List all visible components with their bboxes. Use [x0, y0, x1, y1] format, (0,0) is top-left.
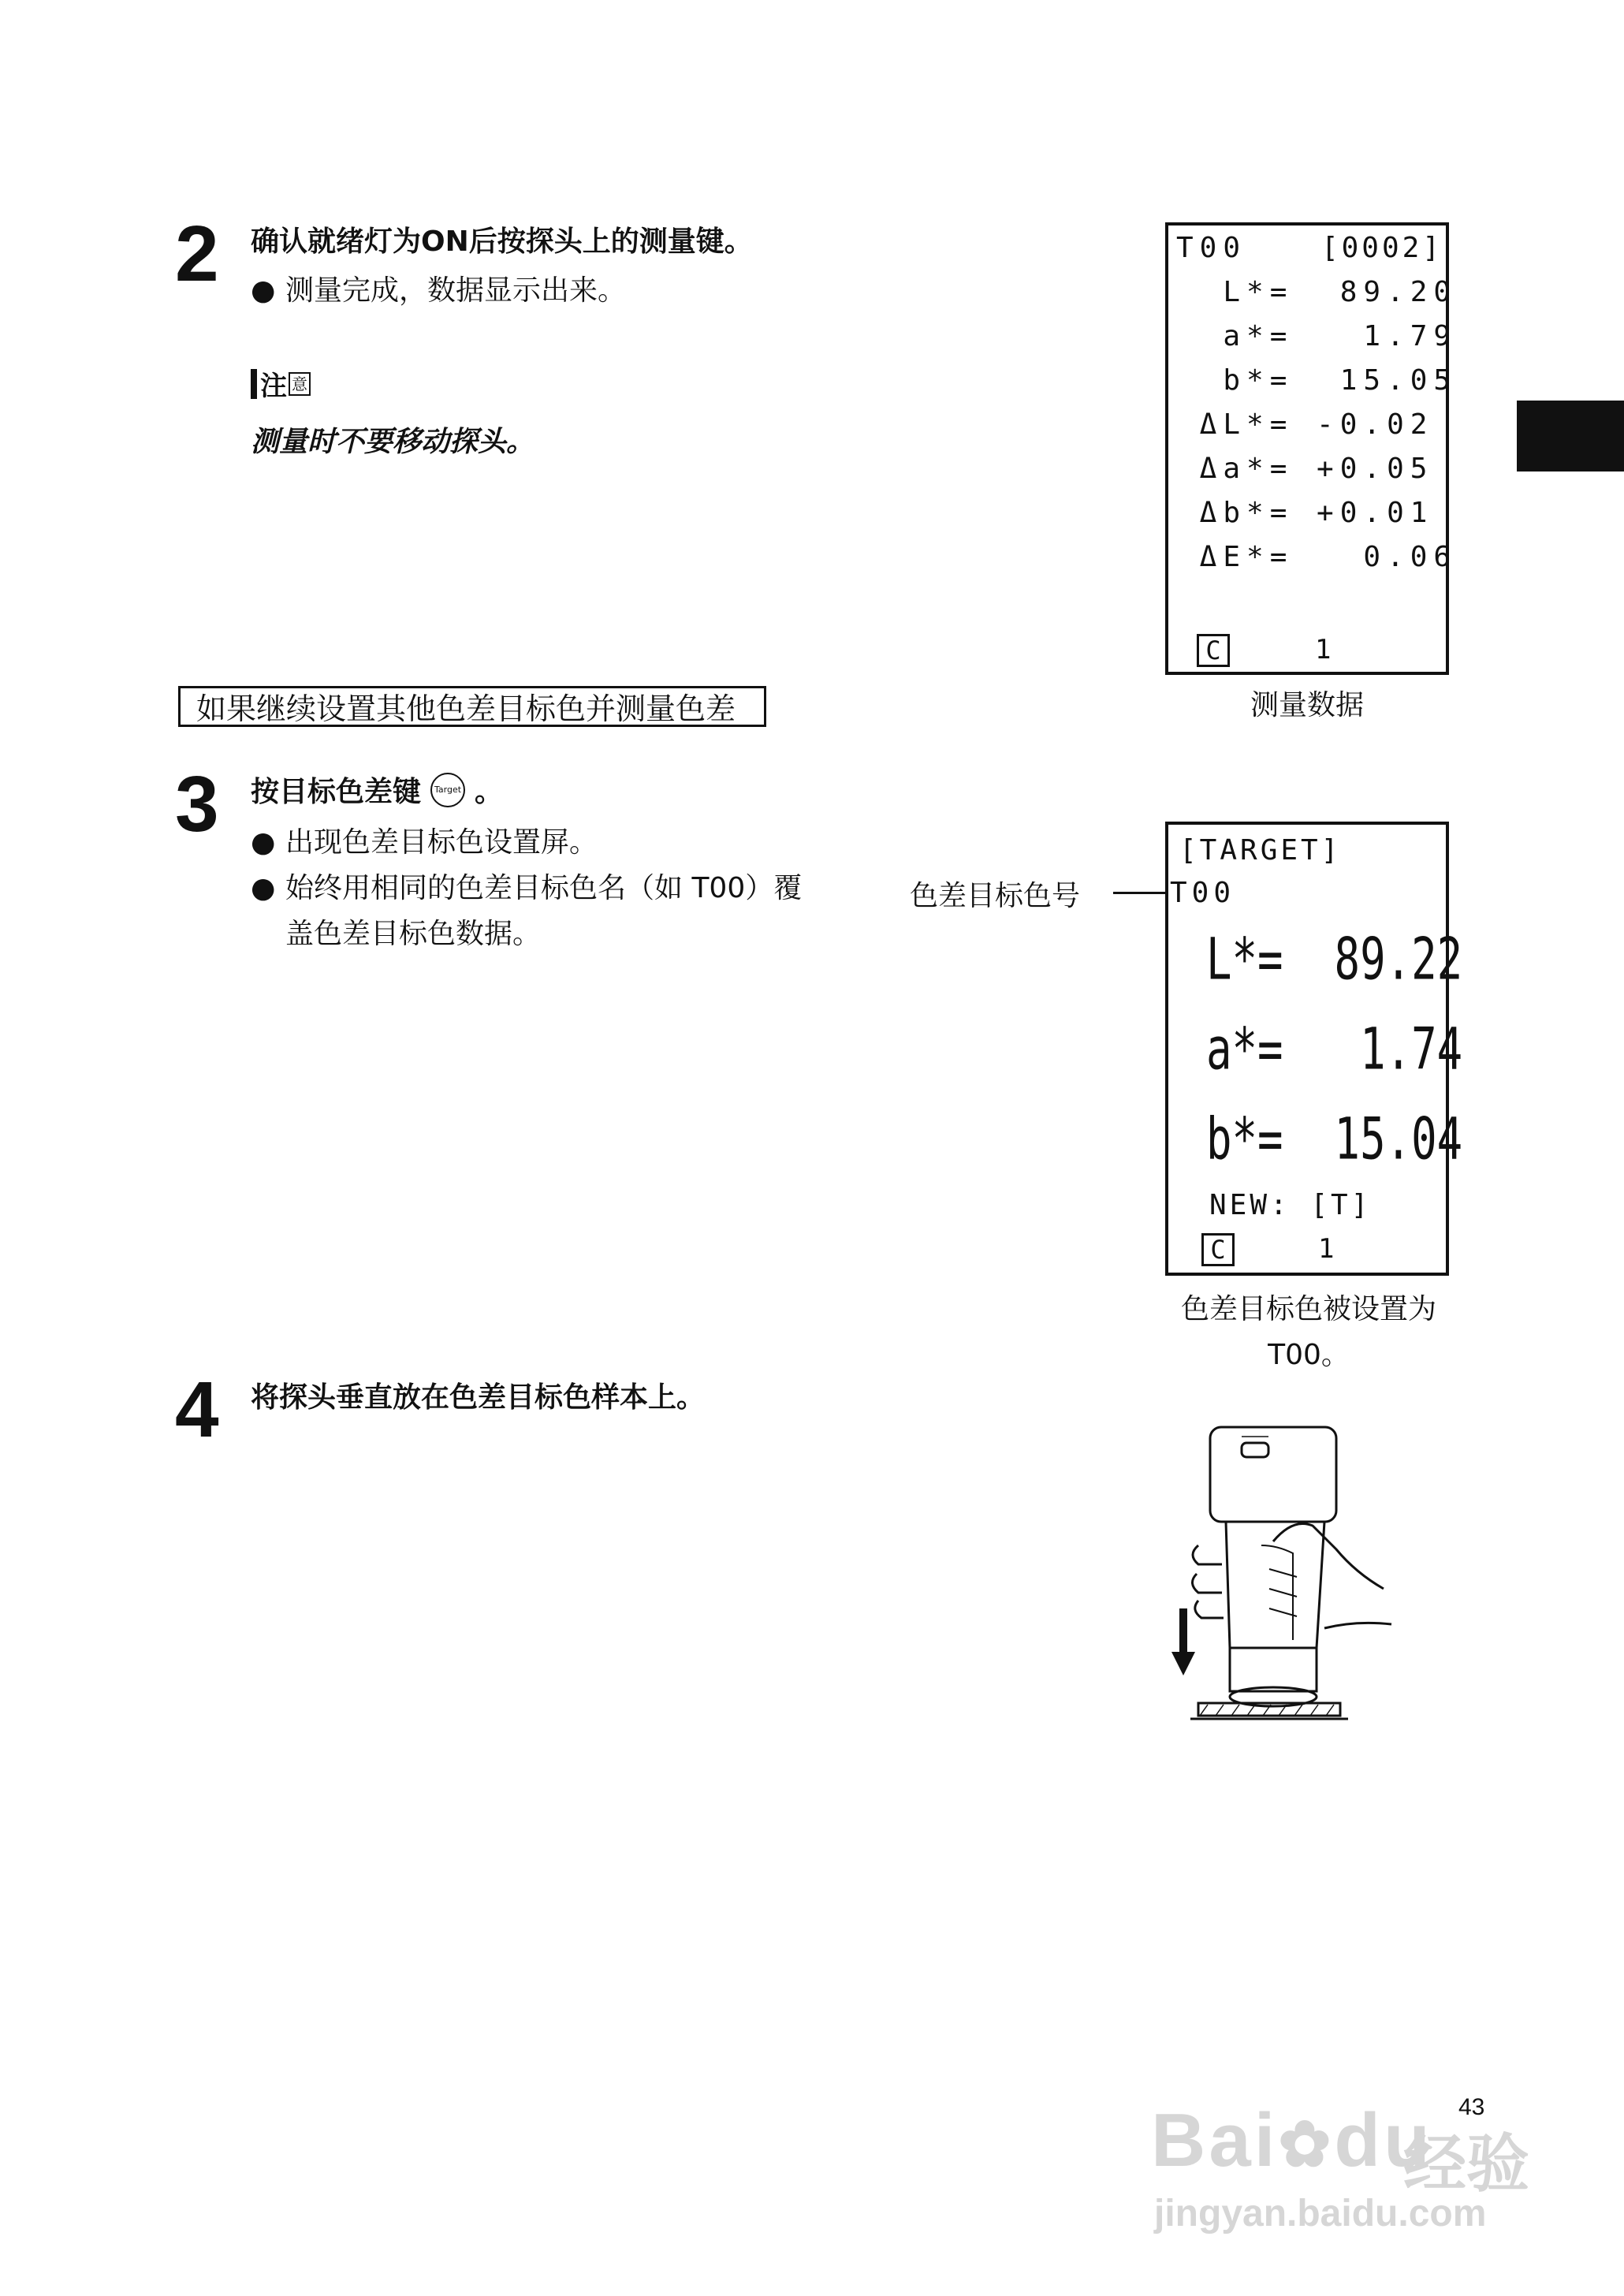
screen2-big-row: a*= 1.74	[1206, 1016, 1463, 1083]
hand-thumb	[1273, 1524, 1384, 1590]
screen1-caption: 测量数据	[1250, 689, 1364, 721]
step-3-bullet-text: 盖色差目标色数据。	[285, 918, 542, 950]
step-2-bullet	[251, 268, 626, 314]
chapter-tab	[1517, 401, 1624, 472]
note-label	[251, 364, 311, 403]
screen2-big-row: b*= 15.04	[1206, 1105, 1463, 1173]
screen2-caption-line1: 色差目标色被设置为	[1180, 1293, 1436, 1325]
probe-head	[1210, 1427, 1336, 1522]
step-3-heading-end: 。	[475, 776, 504, 808]
screen1-row: Δa*= +0.05	[1176, 453, 1434, 485]
step-4-heading: 将探头垂直放在色差目标色样本上。	[251, 1381, 706, 1414]
screen2-footer-box: C	[1201, 1233, 1235, 1266]
step-2-bullet-text: 测量完成，数据显示出来。	[285, 274, 627, 307]
bullet-dot-icon: ●	[251, 826, 276, 859]
probe-switch	[1242, 1443, 1268, 1457]
target-key-label: Target	[434, 784, 462, 795]
screen1-footer-value: 1	[1315, 634, 1332, 665]
target-screen	[1165, 822, 1463, 1276]
screen2-caption-line2: T00。	[1268, 1339, 1350, 1371]
step-3-bullet-text: 出现色差目标色设置屏。	[285, 826, 598, 859]
list-item	[251, 820, 881, 866]
screen1-row: ΔE*= 0.06	[1176, 541, 1458, 573]
note-label-small: 意	[289, 372, 311, 396]
screen1-row: L*= 89.20	[1176, 276, 1458, 308]
bullet-dot-icon: ●	[251, 274, 276, 307]
watermark-url: jingyan.baidu.com	[1154, 2193, 1487, 2234]
section-heading-box: 如果继续设置其他色差目标色并测量色差	[178, 686, 766, 727]
paw-icon: ✿	[1278, 2109, 1335, 2179]
step-3-heading	[251, 770, 503, 810]
hand-fingers	[1192, 1545, 1224, 1618]
list-item	[251, 866, 881, 911]
watermark-brand: Bai✿du	[1151, 2098, 1433, 2182]
note-text: 测量时不要移动探头。	[251, 426, 535, 458]
probe-aperture	[1230, 1648, 1317, 1691]
probe-illustration	[1167, 1411, 1419, 1742]
screen1-footer-box: C	[1197, 634, 1230, 667]
note-bar-icon	[251, 369, 257, 399]
step-3-number: 3	[175, 760, 219, 848]
page-number: 43	[1458, 2094, 1485, 2120]
step-3-bullet-text: 始终用相同的色差目标色名（如 T00）覆	[285, 872, 803, 904]
callout-leader-line	[1113, 892, 1170, 894]
note-label-text: 注	[260, 371, 287, 402]
step-3-bullets	[251, 820, 881, 957]
screen2-line2: T00	[1170, 877, 1236, 909]
screen1-row: a*= 1.79	[1176, 320, 1458, 352]
screen2-big-row: L*= 89.22	[1206, 926, 1463, 993]
list-item-continuation	[251, 911, 881, 957]
screen2-footer-value: 1	[1318, 1233, 1335, 1265]
watermark-brand-cn: 经验	[1403, 2129, 1529, 2199]
screen2-caption	[1151, 1287, 1466, 1378]
screen1-row: b*= 15.05	[1176, 364, 1458, 397]
step-2-heading: 确认就绪灯为ON后按探头上的测量键。	[251, 226, 753, 258]
down-arrow-icon	[1171, 1608, 1195, 1675]
target-key-icon	[430, 773, 465, 807]
screen1-header-right: [0002]	[1320, 232, 1443, 264]
step-2-number: 2	[175, 210, 219, 298]
screen1-header-left: T00	[1176, 232, 1247, 264]
screen2-new-line: NEW: [T]	[1209, 1189, 1372, 1221]
screen2-line1: [TARGET]	[1179, 834, 1342, 867]
baidu-watermark	[1151, 2082, 1561, 2239]
step-3-heading-text: 按目标色差键	[251, 776, 422, 808]
measurement-screen	[1165, 222, 1458, 675]
bullet-dot-icon: ●	[251, 872, 276, 904]
step-4-number: 4	[175, 1366, 219, 1454]
screen1-row: ΔL*= -0.02	[1176, 408, 1434, 441]
screen1-row: Δb*= +0.01	[1176, 497, 1434, 529]
target-number-callout: 色差目标色号	[910, 880, 1081, 912]
